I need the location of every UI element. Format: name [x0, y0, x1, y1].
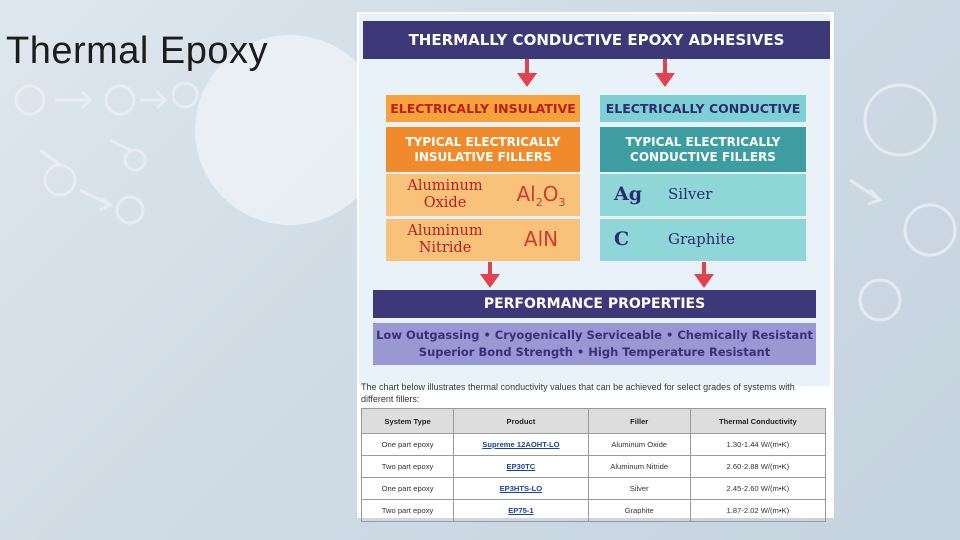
table-row: [362, 434, 826, 456]
system-type-cell: One part epoxy: [362, 434, 454, 456]
epoxy-infographic: [359, 14, 830, 386]
table-row: [362, 478, 826, 500]
conductive-header: ELECTRICALLY CONDUCTIVE: [600, 95, 806, 122]
table-row: [362, 456, 826, 478]
product-link[interactable]: EP75-1: [454, 500, 589, 522]
filler-cell: Silver: [588, 478, 690, 500]
slide-title: Thermal Epoxy: [6, 30, 269, 72]
filler-row-aluminum-oxide: [386, 174, 580, 216]
arrow-down-icon: [692, 262, 716, 290]
insulative-fillers-title: [386, 127, 580, 172]
filler-symbol: C: [614, 228, 630, 250]
conductivity-cell: 1.87-2.02 W/(m•K): [690, 500, 825, 522]
conductivity-cell: 1.30-1.44 W/(m•K): [690, 434, 825, 456]
column-header: Product: [454, 409, 589, 434]
conductive-fillers-title-line1: TYPICAL ELECTRICALLY: [625, 134, 781, 149]
filler-name-line2: Nitride: [418, 240, 472, 256]
filler-name: [394, 178, 496, 212]
column-header: Thermal Conductivity: [690, 409, 825, 434]
performance-line1: Low Outgassing • Cryogenically Serviceable • Chemically Resistant: [376, 328, 813, 342]
arrow-down-icon: [653, 59, 677, 89]
arrow-down-icon: [515, 59, 539, 89]
table-row: [362, 500, 826, 522]
table-caption: The chart below illustrates thermal conductivity values that can be achieved for select grades of systems with different fillers:: [361, 382, 795, 404]
content-panel: [357, 12, 834, 518]
filler-row-aluminum-nitride: [386, 219, 580, 261]
filler-name: [394, 223, 496, 257]
filler-symbol: Ag: [614, 183, 643, 205]
filler-name: Silver: [668, 185, 713, 203]
product-link[interactable]: EP3HTS-LO: [454, 478, 589, 500]
column-header: Filler: [588, 409, 690, 434]
filler-name-line2: Oxide: [423, 195, 467, 211]
formula-subscript: 3: [558, 196, 566, 209]
product-link[interactable]: EP30TC: [454, 456, 589, 478]
conductivity-cell: 2.60-2.88 W/(m•K): [690, 456, 825, 478]
insulative-fillers-title-line1: TYPICAL ELECTRICALLY: [405, 134, 561, 149]
conductive-fillers-title-line2: CONDUCTIVE FILLERS: [630, 149, 776, 164]
filler-cell: Graphite: [588, 500, 690, 522]
filler-formula: AlN: [523, 227, 559, 251]
conductivity-cell: 2.45-2.60 W/(m•K): [690, 478, 825, 500]
filler-formula: [506, 182, 576, 209]
infographic-heading: THERMALLY CONDUCTIVE EPOXY ADHESIVES: [363, 21, 830, 59]
filler-cell: Aluminum Nitride: [588, 456, 690, 478]
product-link[interactable]: Supreme 12AOHT-LO: [454, 434, 589, 456]
insulative-fillers-title-line2: INSULATIVE FILLERS: [414, 149, 552, 164]
formula-part: Al: [516, 182, 536, 206]
performance-properties-list: [373, 323, 816, 365]
system-type-cell: Two part epoxy: [362, 456, 454, 478]
filler-row-silver: [600, 174, 806, 216]
system-type-cell: One part epoxy: [362, 478, 454, 500]
filler-name: Graphite: [668, 230, 736, 248]
arrow-down-icon: [478, 262, 502, 290]
column-header: System Type: [362, 409, 454, 434]
performance-line2: Superior Bond Strength • High Temperature Resistant: [418, 345, 771, 359]
conductive-fillers-title: [600, 127, 806, 172]
formula-part: O: [542, 182, 559, 206]
performance-heading: PERFORMANCE PROPERTIES: [373, 290, 816, 318]
insulative-header: ELECTRICALLY INSULATIVE: [386, 95, 580, 122]
system-type-cell: Two part epoxy: [362, 500, 454, 522]
table-header-row: [362, 409, 826, 434]
filler-cell: Aluminum Oxide: [588, 434, 690, 456]
filler-name-line1: Aluminum: [407, 223, 483, 239]
filler-name-line1: Aluminum: [407, 178, 483, 194]
formula-subscript: 2: [535, 196, 543, 209]
conductivity-table: [361, 408, 826, 522]
filler-row-graphite: [600, 219, 806, 261]
